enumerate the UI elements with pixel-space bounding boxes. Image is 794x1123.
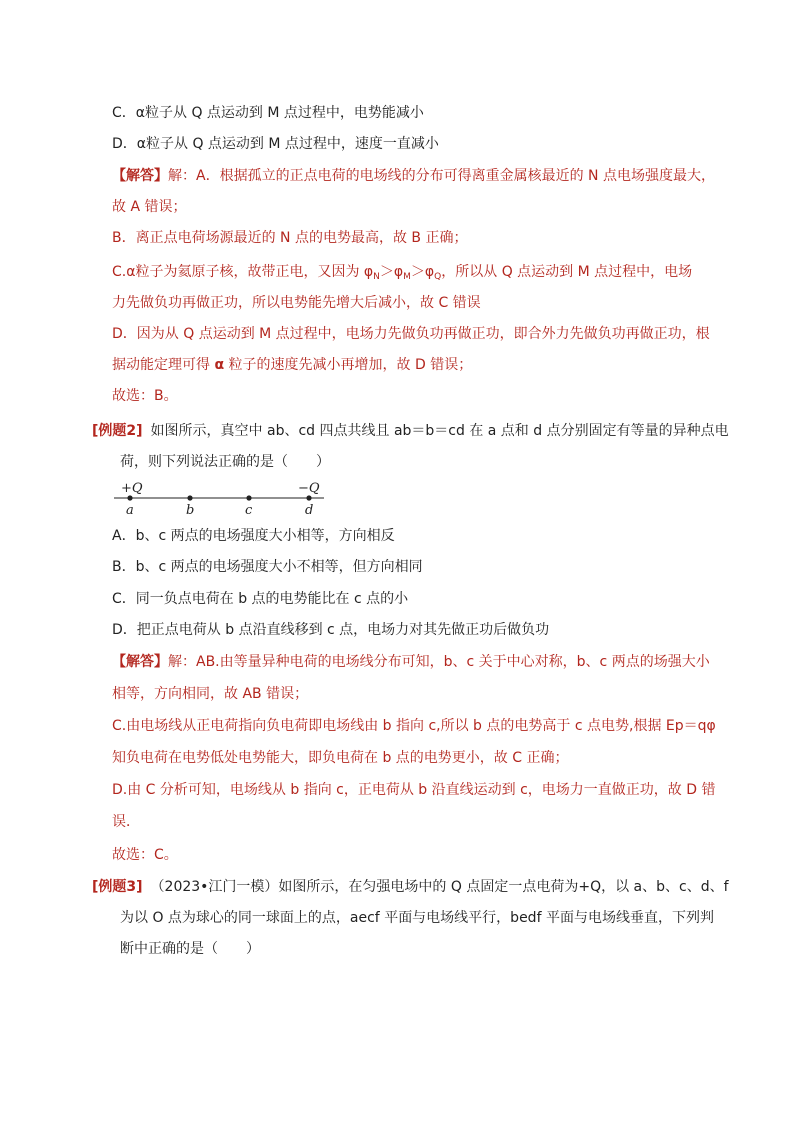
- example-2-stem-line-2: 荷，则下列说法正确的是（ ）: [120, 454, 330, 470]
- alpha-symbol: α: [214, 357, 225, 373]
- q1-option-c: C．α粒子从 Q 点运动到 M 点过程中，电势能减小: [112, 105, 424, 121]
- answer-text: 解：AB.由等量异种电荷的电场线分布可知，b、c 关于中心对称，b、c 两点的场强大小: [168, 654, 710, 670]
- answer-text: 粒子的速度先减小再增加，故 D 错误；: [224, 357, 473, 373]
- q2-answer-line-1: [112, 652, 710, 672]
- q2-answer-line-7: 故选：C。: [112, 847, 178, 863]
- answer-tag: 【解答】: [112, 168, 168, 184]
- example-3-stem-line-1: [92, 877, 729, 897]
- point-b-dot: [187, 495, 192, 500]
- phi-m: φ: [393, 264, 404, 280]
- q1-answer-line-3: B．离正点电荷场源最近的 N 点的电势最高，故 B 正确；: [112, 230, 468, 246]
- q1-answer-line-2: 故 A 错误；: [112, 199, 187, 215]
- q2-option-c: C．同一负点电荷在 b 点的电势能比在 c 点的小: [112, 591, 409, 607]
- point-a-label: a: [126, 503, 134, 518]
- example-label: [例题2]: [92, 423, 143, 439]
- point-a-dot: [127, 495, 132, 500]
- answer-text: 据动能定理可得: [112, 357, 215, 373]
- q1-answer-line-4: [112, 262, 692, 287]
- example-label: [例题3]: [92, 879, 143, 895]
- plus-q-label: +Q: [121, 481, 143, 496]
- q2-answer-line-5: D.由 C 分析可知，电场线从 b 指向 c，正电荷从 b 沿直线运动到 c，电场力一直做正功，故 D 错: [112, 782, 716, 798]
- point-c-label: c: [245, 503, 253, 518]
- example-2-stem-line-1: [92, 421, 729, 441]
- point-d-label: d: [305, 503, 314, 518]
- charge-line-diagram: [112, 478, 332, 518]
- q2-answer-line-2: 相等，方向相同，故 AB 错误；: [112, 686, 309, 702]
- answer-tag: 【解答】: [112, 654, 168, 670]
- q1-answer-line-8: 故选：B。: [112, 388, 178, 404]
- q2-option-b: B．b、c 两点的电场强度大小不相等，但方向相同: [112, 559, 423, 575]
- phi-n-sub: N: [373, 272, 380, 282]
- point-b-label: b: [186, 503, 195, 518]
- stem-text: 如图所示，真空中 ab、cd 四点共线且 ab＝b＝cd 在 a 点和 d 点分别固定有等量的异种点电: [150, 423, 729, 439]
- point-d-dot: [306, 495, 311, 500]
- q1-answer-line-7: [112, 355, 472, 375]
- q1-option-d: D．α粒子从 Q 点运动到 M 点过程中，速度一直减小: [112, 136, 439, 152]
- q2-answer-line-3: C.由电场线从正电荷指向负电荷即电场线由 b 指向 c,所以 b 点的电势高于 c 点电势,根据 Ep＝qφ: [112, 718, 716, 734]
- phi-q-sub: Q: [434, 272, 442, 282]
- q2-answer-line-6: 误．: [112, 814, 140, 830]
- phi-m-sub: M: [403, 272, 411, 282]
- example-3-stem-line-2: 为以 O 点为球心的同一球面上的点，aecf 平面与电场线平行，bedf 平面与电场线垂直，下列判: [120, 910, 714, 926]
- example-3-stem-line-3: 断中正确的是（ ）: [120, 941, 260, 957]
- q2-option-d: D．把正点电荷从 b 点沿直线移到 c 点，电场力对其先做正功后做负功: [112, 622, 550, 638]
- q2-option-a: A．b、c 两点的电场强度大小相等，方向相反: [112, 528, 395, 544]
- point-c-dot: [246, 495, 251, 500]
- phi-q: φ: [424, 264, 435, 280]
- q2-answer-line-4: 知负电荷在电势低处电势能大，即负电荷在 b 点的电势更小，故 C 正确；: [112, 750, 569, 766]
- stem-text: （2023•江门一模）如图所示，在匀强电场中的 Q 点固定一点电荷为+Q，以 a、b、c、d、f: [150, 879, 729, 895]
- answer-text: 解：A．根据孤立的正点电荷的电场线的分布可得离重金属核最近的 N 点电场强度最大，: [168, 168, 715, 184]
- answer-text: ，所以从 Q 点运动到 M 点过程中，电场: [441, 264, 693, 280]
- q1-answer-line-6: D．因为从 Q 点运动到 M 点过程中，电场力先做负功再做正功，即合外力先做负功再做正功，根: [112, 326, 710, 342]
- minus-q-label: −Q: [298, 481, 320, 496]
- q1-answer-line-1: [112, 166, 715, 186]
- gt-sign: ＞: [379, 264, 394, 280]
- phi-n: φ: [363, 264, 374, 280]
- q1-answer-line-5: 力先做负功再做正功，所以电势能先增大后减小，故 C 错误: [112, 295, 481, 311]
- gt-sign: ＞: [410, 264, 425, 280]
- answer-text: C.α粒子为氦原子核，故带正电，又因为: [112, 264, 364, 280]
